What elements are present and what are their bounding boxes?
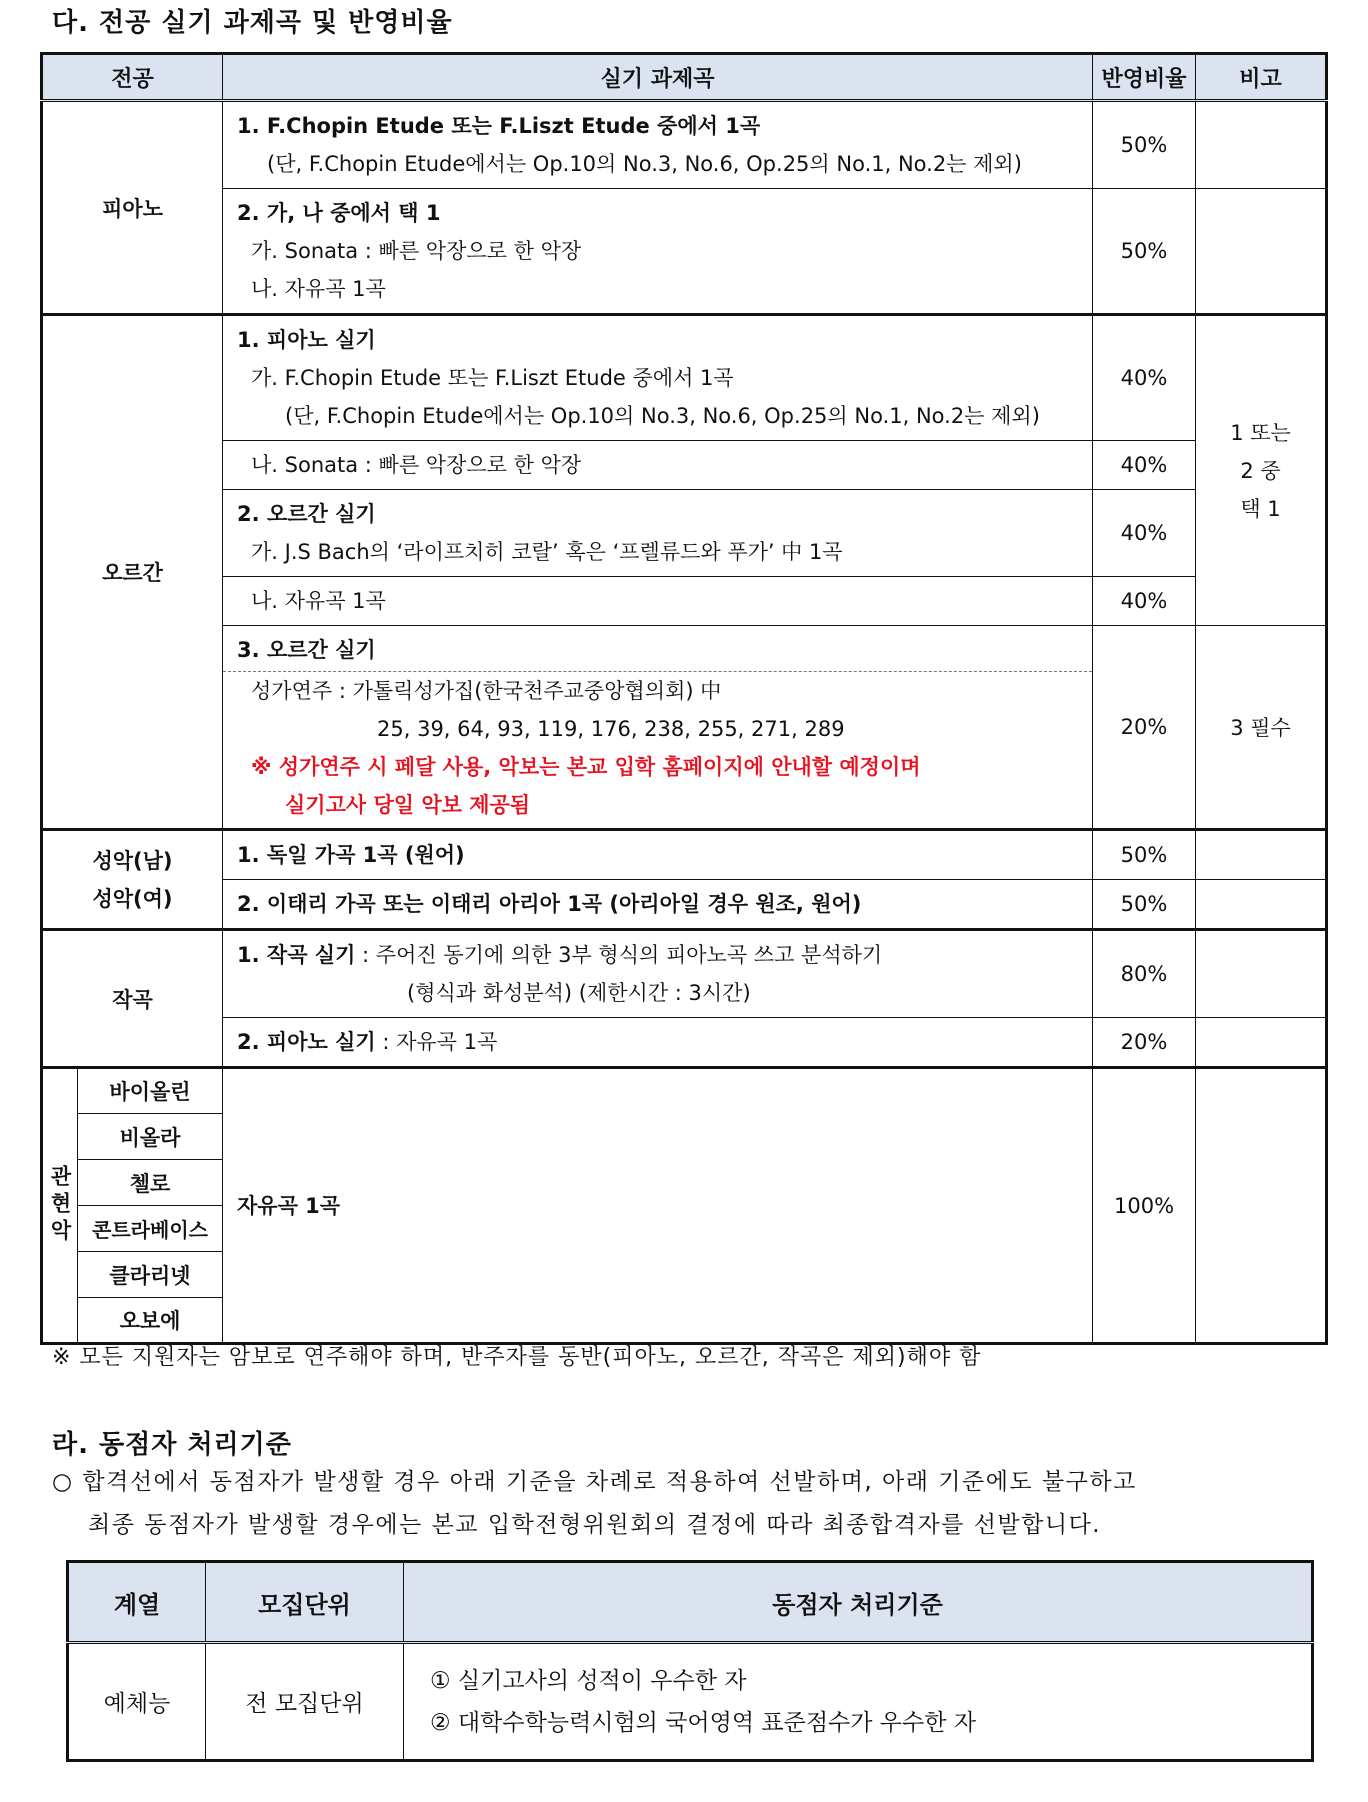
organ-item2-b-ratio: 40% bbox=[1093, 577, 1196, 626]
composition-row-2 bbox=[42, 1018, 1327, 1068]
instrument-cello: 첼로 bbox=[78, 1160, 223, 1206]
section-title-e: 라. 동점자 처리기준 bbox=[52, 1430, 292, 1460]
vocal-item-2: 2. 이태리 가곡 또는 이태리 아리아 1곡 (아리아일 경우 원조, 원어) bbox=[223, 880, 1093, 930]
vocal-row-1 bbox=[42, 830, 1327, 880]
organ-item-2b bbox=[223, 577, 1093, 626]
composition-row-1 bbox=[42, 930, 1327, 1018]
tie-break-paragraph bbox=[52, 1461, 1342, 1547]
orchestra-group-label: 관현악 bbox=[48, 1165, 72, 1246]
composition-item1-desc: : 주어진 동기에 의한 3부 형식의 피아노곡 쓰고 분석하기 bbox=[355, 943, 883, 967]
organ-item3-line2: 25, 39, 64, 93, 119, 176, 238, 255, 271, 289 bbox=[377, 716, 845, 741]
tie-break-para-2: 최종 동점자가 발생할 경우에는 본교 입학전형위원회의 결정에 따라 최종합격자를 선발합니다. bbox=[88, 1512, 1102, 1538]
organ-note-12 bbox=[1196, 315, 1327, 626]
composition-item1-ratio: 80% bbox=[1093, 930, 1196, 1018]
organ-row-1a bbox=[42, 315, 1327, 441]
organ-item-2a bbox=[223, 490, 1093, 577]
organ-item3-line1: 성가연주 : 가톨릭성가집(한국천주교중앙협의회) 中 bbox=[251, 678, 722, 703]
organ-row-2a bbox=[42, 490, 1327, 577]
header-piece: 실기 과제곡 bbox=[223, 54, 1093, 101]
vocal-item-1: 1. 독일 가곡 1곡 (원어) bbox=[223, 830, 1093, 880]
vocal-item1-ratio: 50% bbox=[1093, 830, 1196, 880]
piano-note-1 bbox=[1196, 101, 1327, 189]
piano-row-2 bbox=[42, 189, 1327, 315]
organ-item2-b: 나. 자유곡 1곡 bbox=[251, 589, 386, 613]
vocal-note-2 bbox=[1196, 880, 1327, 930]
major-orchestra bbox=[42, 1068, 78, 1344]
organ-item1-a: 가. F.Chopin Etude 또는 F.Liszt Etude 중에서 1곡 bbox=[251, 366, 734, 390]
piano-item1-title: 1. F.Chopin Etude 또는 F.Liszt Etude 중에서 1곡 bbox=[237, 114, 761, 138]
major-vocal-female: 성악(여) bbox=[92, 886, 173, 911]
section-title-d: 다. 전공 실기 과제곡 및 반영비율 bbox=[52, 8, 453, 38]
header-criteria: 동점자 처리기준 bbox=[404, 1562, 1313, 1643]
organ-note-line-2: 2 중 bbox=[1240, 458, 1281, 483]
piano-row-1 bbox=[42, 101, 1327, 189]
organ-item-3 bbox=[223, 626, 1093, 830]
header-ratio: 반영비율 bbox=[1093, 54, 1196, 101]
piano-note-2 bbox=[1196, 189, 1327, 315]
cell-criteria bbox=[404, 1643, 1313, 1761]
organ-item3-ratio: 20% bbox=[1093, 626, 1196, 830]
composition-item2-ratio: 20% bbox=[1093, 1018, 1196, 1068]
header-field: 계열 bbox=[68, 1562, 206, 1643]
header-unit: 모집단위 bbox=[206, 1562, 404, 1643]
organ-item3-note: 3 필수 bbox=[1196, 626, 1327, 830]
practical-exam-table bbox=[40, 52, 1328, 1345]
composition-item-2 bbox=[223, 1018, 1093, 1068]
organ-item1-b-ratio: 40% bbox=[1093, 441, 1196, 490]
major-organ: 오르간 bbox=[42, 315, 223, 830]
organ-item3-title: 3. 오르간 실기 bbox=[223, 631, 1092, 672]
organ-item2-title: 2. 오르간 실기 bbox=[237, 502, 376, 526]
criteria-1: ① 실기고사의 성적이 우수한 자 bbox=[430, 1667, 747, 1694]
organ-item1-a-ratio: 40% bbox=[1093, 315, 1196, 441]
orchestra-note bbox=[1196, 1068, 1327, 1344]
instrument-clarinet: 클라리넷 bbox=[78, 1252, 223, 1298]
major-composition: 작곡 bbox=[42, 930, 223, 1068]
orchestra-row-1 bbox=[42, 1068, 1327, 1114]
organ-item2-a: 가. J.S Bach의 ‘라이프치히 코랄’ 혹은 ‘프렐류드와 푸가’ 中 1곡 bbox=[251, 540, 843, 564]
orchestra-ratio: 100% bbox=[1093, 1068, 1196, 1344]
piano-item2-title: 2. 가, 나 중에서 택 1 bbox=[237, 201, 441, 225]
orchestra-piece: 자유곡 1곡 bbox=[223, 1068, 1093, 1344]
organ-item1-a-sub: (단, F.Chopin Etude에서는 Op.10의 No.3, No.6, Op.25의 No.1, No.2는 제외) bbox=[285, 404, 1040, 428]
instrument-violin: 바이올린 bbox=[78, 1068, 223, 1114]
tie-break-para-1: ○ 합격선에서 동점자가 발생할 경우 아래 기준을 차례로 적용하여 선발하며, 아래 기준에도 불구하고 bbox=[52, 1469, 1137, 1495]
organ-item2-a-ratio: 40% bbox=[1093, 490, 1196, 577]
composition-item1-sub: (형식과 화성분석) (제한시간 : 3시간) bbox=[407, 981, 751, 1005]
organ-item3-warn2: 실기고사 당일 악보 제공됨 bbox=[285, 792, 531, 817]
piano-item-1 bbox=[223, 101, 1093, 189]
organ-note-line-3: 택 1 bbox=[1240, 496, 1281, 521]
header-note: 비고 bbox=[1196, 54, 1327, 101]
instrument-oboe: 오보에 bbox=[78, 1298, 223, 1344]
tie-break-table bbox=[66, 1560, 1314, 1762]
piano-item1-ratio: 50% bbox=[1093, 101, 1196, 189]
instrument-viola: 비올라 bbox=[78, 1114, 223, 1160]
piano-item2-ratio: 50% bbox=[1093, 189, 1196, 315]
organ-item3-warn1: ※ 성가연주 시 페달 사용, 악보는 본교 입학 홈페이지에 안내할 예정이며 bbox=[251, 754, 921, 779]
organ-item1-title: 1. 피아노 실기 bbox=[237, 328, 376, 352]
composition-item-1 bbox=[223, 930, 1093, 1018]
header-major: 전공 bbox=[42, 54, 223, 101]
piano-item2-b: 나. 자유곡 1곡 bbox=[251, 277, 386, 301]
composition-note-2 bbox=[1196, 1018, 1327, 1068]
vocal-row-2 bbox=[42, 880, 1327, 930]
cell-unit: 전 모집단위 bbox=[206, 1643, 404, 1761]
composition-item2-title: 2. 피아노 실기 bbox=[237, 1030, 376, 1054]
organ-item-1a bbox=[223, 315, 1093, 441]
organ-row-3 bbox=[42, 626, 1327, 830]
composition-item1-title: 1. 작곡 실기 bbox=[237, 943, 356, 967]
piano-item1-sub: (단, F.Chopin Etude에서는 Op.10의 No.3, No.6, Op.25의 No.1, No.2는 제외) bbox=[267, 152, 1022, 176]
vocal-note-1 bbox=[1196, 830, 1327, 880]
piano-item2-a: 가. Sonata : 빠른 악장으로 한 악장 bbox=[251, 239, 582, 263]
tie-break-row bbox=[68, 1643, 1313, 1761]
composition-note-1 bbox=[1196, 930, 1327, 1018]
cell-field: 예체능 bbox=[68, 1643, 206, 1761]
instrument-contrabass: 콘트라베이스 bbox=[78, 1206, 223, 1252]
vocal-item2-ratio: 50% bbox=[1093, 880, 1196, 930]
major-vocal-male: 성악(남) bbox=[92, 848, 173, 873]
footnote: ※ 모든 지원자는 암보로 연주해야 하며, 반주자를 동반(피아노, 오르간, 작곡은 제외)해야 함 bbox=[52, 1345, 982, 1370]
organ-item1-b: 나. Sonata : 빠른 악장으로 한 악장 bbox=[251, 453, 582, 477]
organ-item-1b bbox=[223, 441, 1093, 490]
organ-row-2b bbox=[42, 577, 1327, 626]
piano-item-2 bbox=[223, 189, 1093, 315]
criteria-2: ② 대학수학능력시험의 국어영역 표준점수가 우수한 자 bbox=[430, 1709, 976, 1736]
organ-note-line-1: 1 또는 bbox=[1230, 420, 1291, 445]
table-header-row bbox=[42, 54, 1327, 101]
organ-row-1b bbox=[42, 441, 1327, 490]
tie-break-header-row bbox=[68, 1562, 1313, 1643]
composition-item2-desc: : 자유곡 1곡 bbox=[375, 1030, 498, 1054]
major-piano: 피아노 bbox=[42, 101, 223, 315]
major-vocal bbox=[42, 830, 223, 930]
